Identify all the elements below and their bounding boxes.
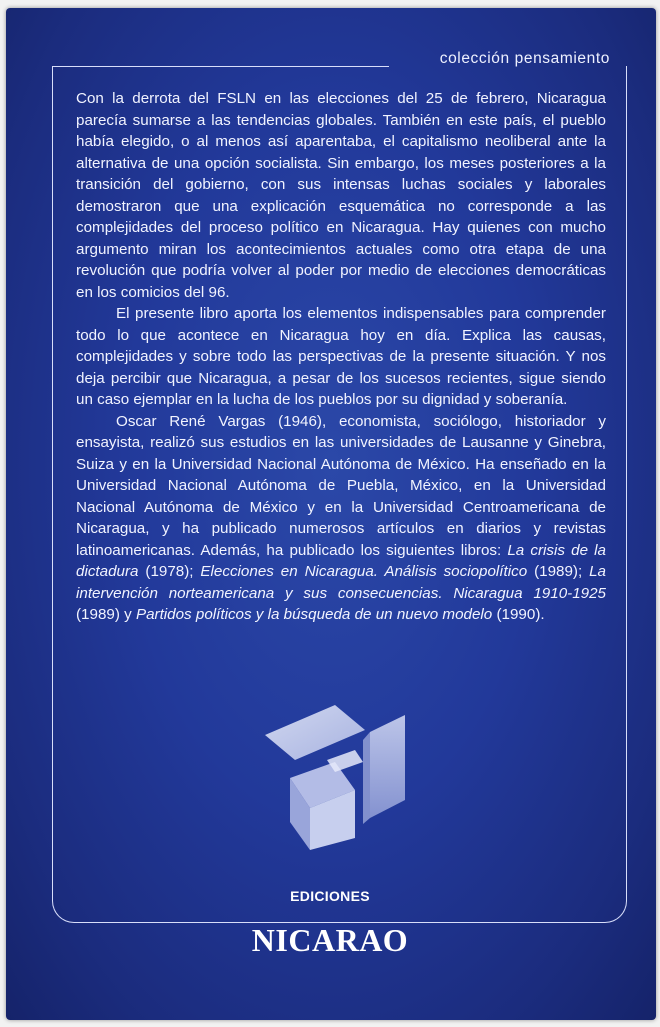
publisher-name-nicarao: NICARAO: [251, 922, 409, 958]
book-title: La crisis de la dictadura: [76, 541, 606, 580]
paragraph-intro: Con la derrota del FSLN en las elecciones del 25 de febrero, Nicaragua parecía sumarse a las tendencias globales. También en este país, el pueblo había elegido, o al menos así aparentaba, el capitalismo neoliberal ante la alternativa de una opción socialista. Sin embargo, los meses posteriores a la transición del gobierno, con sus intensas luchas sociales y laborales demostraron que una explicación esquemática no corresponde a las complejidades del proceso político en Nicaragua. Hay quienes con mucho argumento miran los acontecimientos actuales como otra etapa de una revolución que podría volver al poder por medio de elecciones democráticas en los comicios del 96.: [76, 90, 606, 301]
cover-frame-top-border: [52, 66, 389, 67]
book-title: Partidos políticos y la búsqueda de un nuevo modelo: [135, 606, 493, 623]
book-year: (1989) y: [76, 606, 136, 623]
book-title: La intervención norteamericana y sus consecuencias. Nicaragua 1910-1925: [76, 563, 607, 602]
paragraph-book-summary: El presente libro aporta los elementos indispensables para comprender todo lo que acontece en Nicaragua hoy en día. Explica las causas, complejidades y sobre todo las perspectivas de la presente situación. Y nos deja percibir que Nicaragua, a pesar de los sucesos recientes, sigue siendo un caso ejemplar en la lucha de los pueblos por su dignidad y soberanía.: [76, 305, 606, 408]
book-year: (1989);: [527, 563, 590, 580]
paragraph-author-bio: [76, 411, 606, 626]
publisher-label-ediciones: EDICIONES: [290, 888, 370, 904]
book-year: (1978);: [138, 563, 201, 580]
publisher-cube-logo-icon: [255, 700, 425, 865]
author-bio-text: Oscar René Vargas (1946), economista, sociólogo, historiador y ensayista, realizó sus estudios en las universidades de Lausanne y Ginebra, Suiza y en la Universidad Nacional Autónoma de México. Ha enseñado en la Universidad Nacional Autónoma de Puebla, México, en la Universidad Nacional Autónoma de México y en la Universidad Centroamericana de Nicaragua, y ha publicado numerosos artículos en diarios y revistas latinoamericanas. Además, ha publicado los siguientes libros:: [76, 412, 606, 559]
collection-label: colección pensamiento: [439, 50, 610, 67]
book-year: (1990).: [492, 606, 545, 623]
book-title: Elecciones en Nicaragua. Análisis sociopolítico: [200, 563, 528, 580]
back-cover-text: [76, 88, 606, 626]
